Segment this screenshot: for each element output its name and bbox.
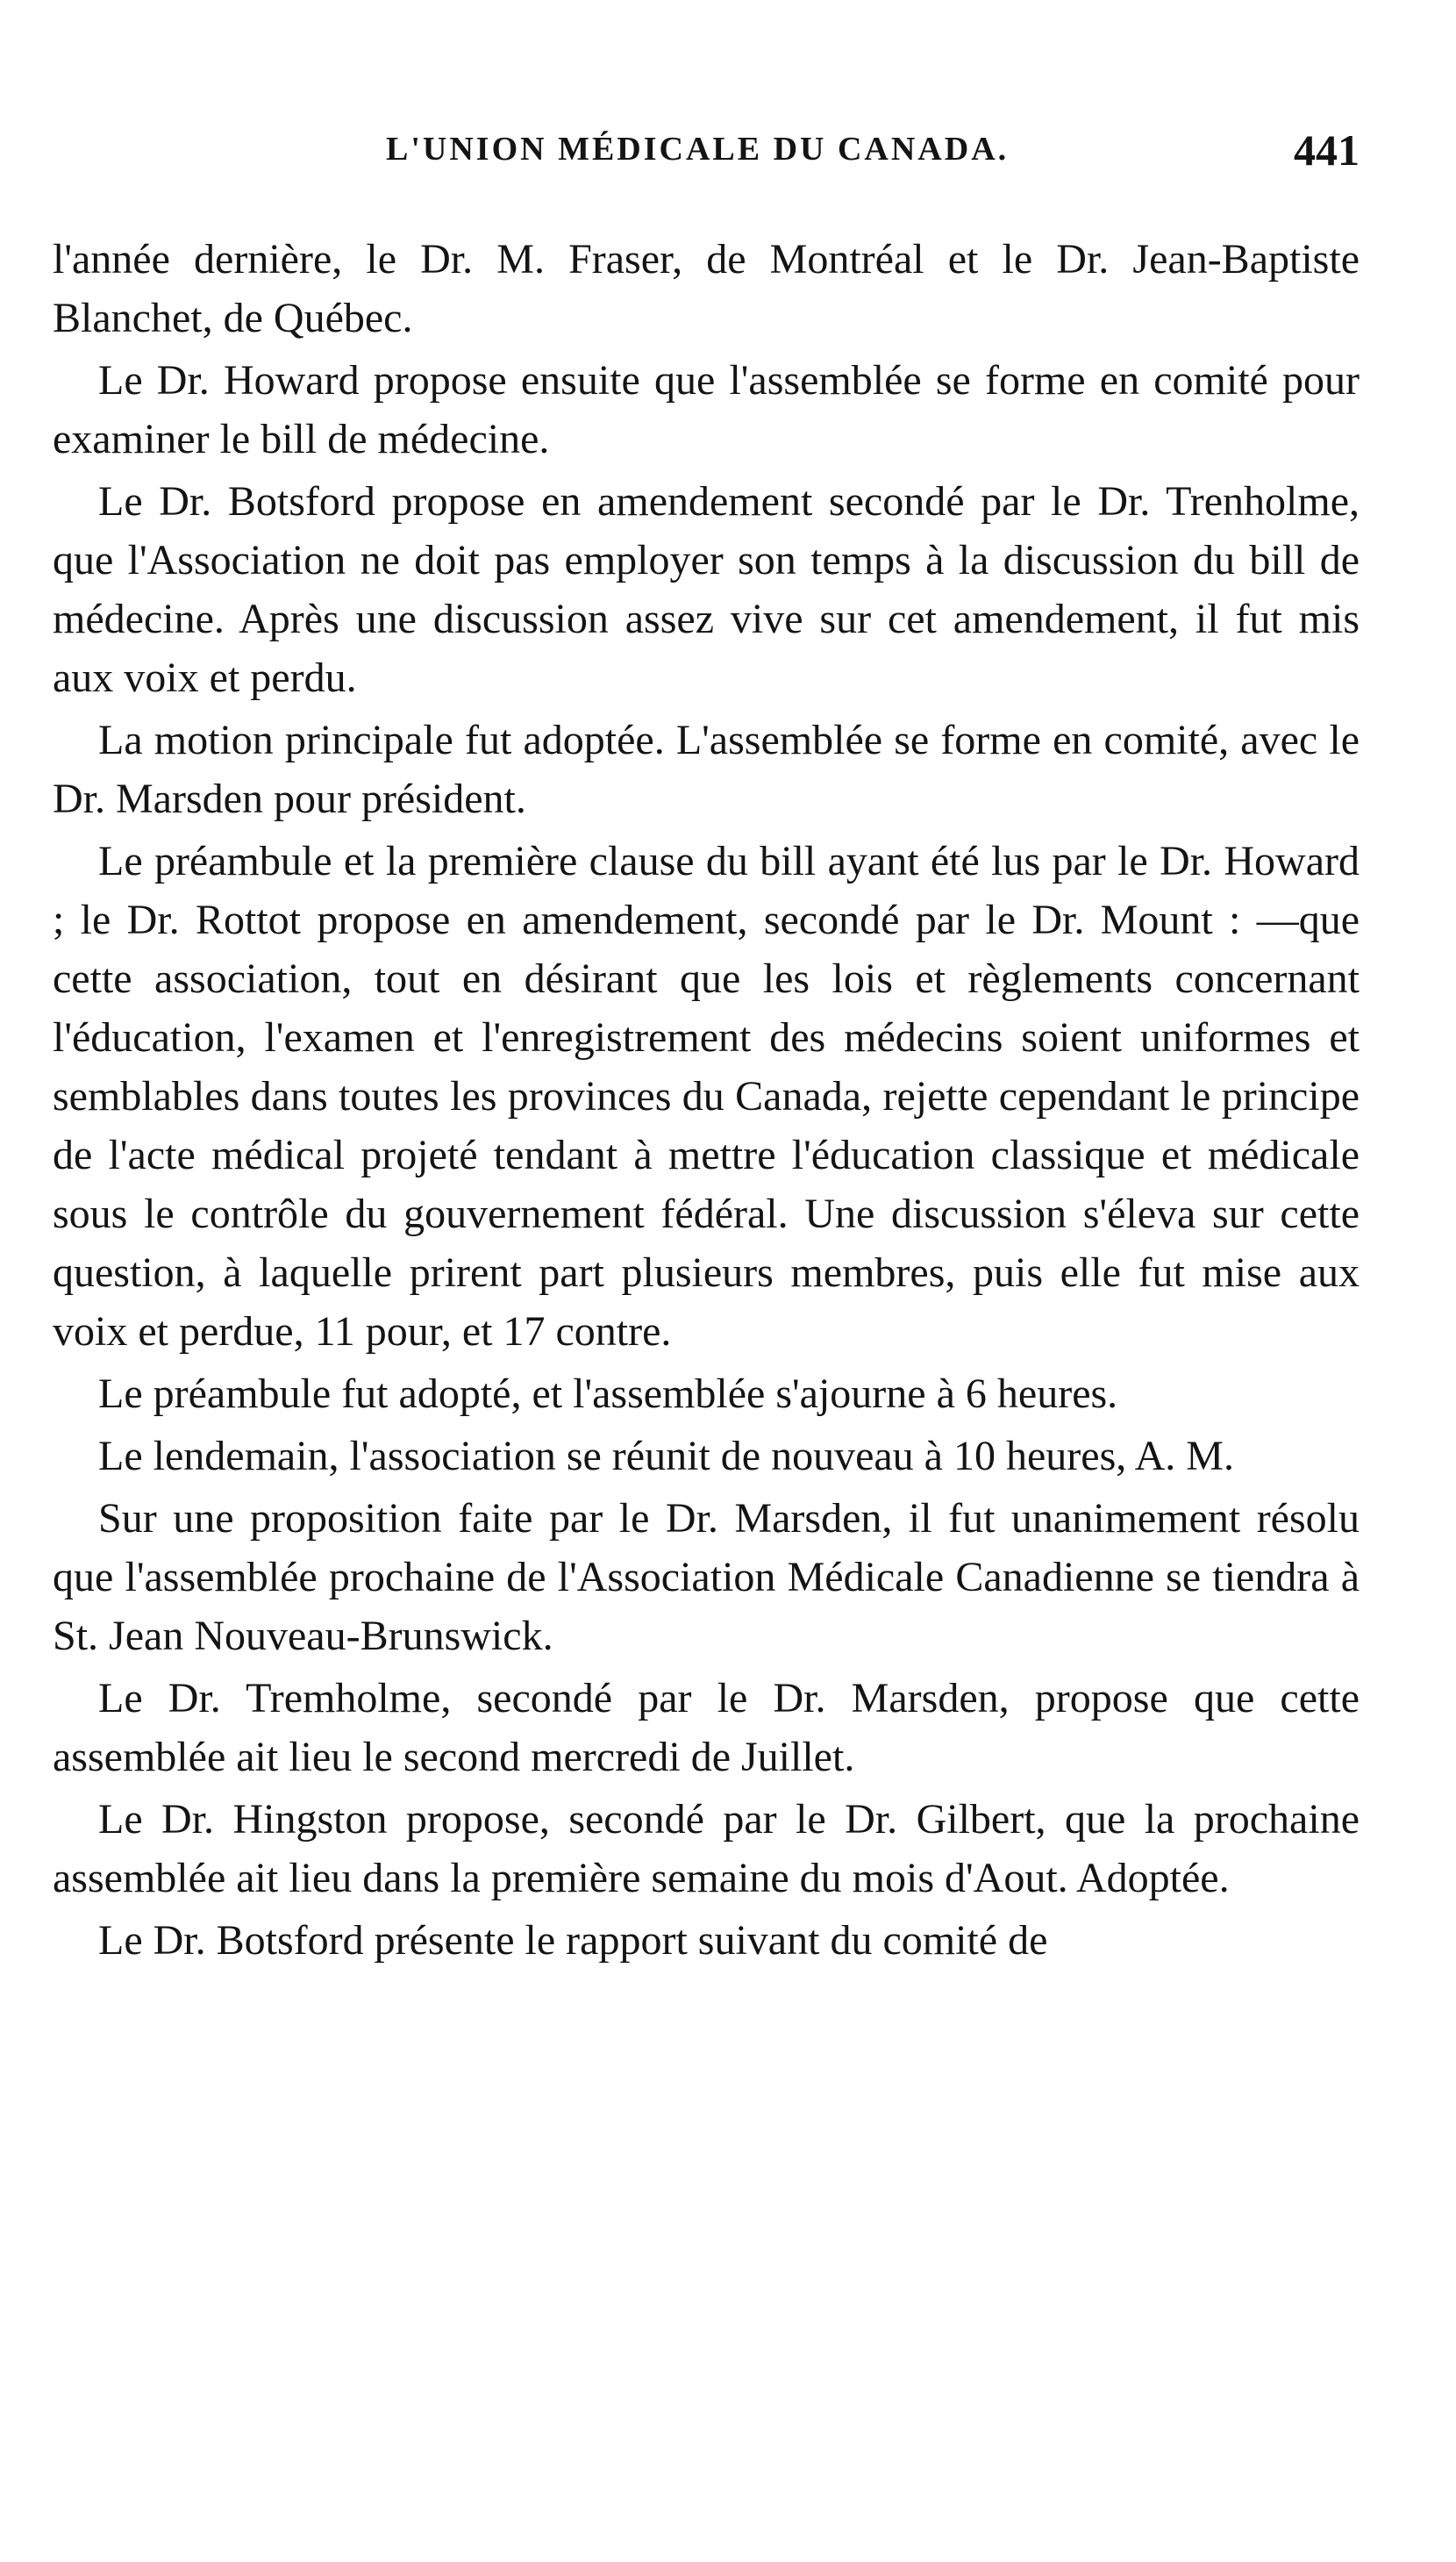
paragraph: Le préambule et la première clause du bill ayant été lus par le Dr. Howard ; le Dr. Rottot propose en amendement, secondé par le Dr. Mount : —que cette association, tout en désirant que les lois et règlements concernant l'éducation, l'examen et l'enregistrement des médecins soient uniformes et semblables dans toutes les provinces du Canada, rejette cependant le principe de l'acte médical projeté tendant à mettre l'éducation classique et médicale sous le contrôle du gouvernement fédéral. Une discussion s'éleva sur cette question, à laquelle prirent part plusieurs membres, puis elle fut mise aux voix et perdue, 11 pour, et 17 contre. [53,838,1360,1355]
paragraph: La motion principale fut adoptée. L'assemblée se forme en comité, avec le Dr. Marsden pour président. [53,717,1360,822]
paragraph: Le Dr. Hingston propose, secondé par le Dr. Gilbert, que la prochaine assemblée ait lieu dans la première semaine du mois d'Aout. Adoptée. [53,1796,1360,1901]
page-number: 441 [1294,125,1360,175]
paragraph: Le lendemain, l'association se réunit de nouveau à 10 heures, A. M. [98,1433,1234,1479]
body-text [53,230,1360,1973]
paragraph: Sur une proposition faite par le Dr. Marsden, il fut unanimement résolu que l'assemblée prochaine de l'Association Médicale Canadienne se tiendra à St. Jean Nouveau-Brunswick. [53,1495,1360,1659]
paragraph: Le Dr. Howard propose ensuite que l'assemblée se forme en comité pour examiner le bill de médecine. [53,357,1360,462]
running-head [53,125,1360,182]
running-title: L'UNION MÉDICALE DU CANADA. [386,131,1010,168]
paragraph: Le Dr. Botsford présente le rapport suivant du comité de [98,1917,1048,1964]
paragraph: l'année dernière, le Dr. M. Fraser, de Montréal et le Dr. Jean-Baptiste Blanchet, de Québec. [53,236,1360,341]
paragraph: Le Dr. Botsford propose en amendement secondé par le Dr. Trenholme, que l'Association ne doit pas employer son temps à la discussion du bill de médecine. Après une discussion assez vive sur cet amendement, il fut mis aux voix et perdu. [53,478,1360,701]
paragraph: Le préambule fut adopté, et l'assemblée s'ajourne à 6 heures. [98,1370,1118,1417]
paragraph: Le Dr. Tremholme, secondé par le Dr. Marsden, propose que cette assemblée ait lieu le second mercredi de Juillet. [53,1675,1360,1780]
